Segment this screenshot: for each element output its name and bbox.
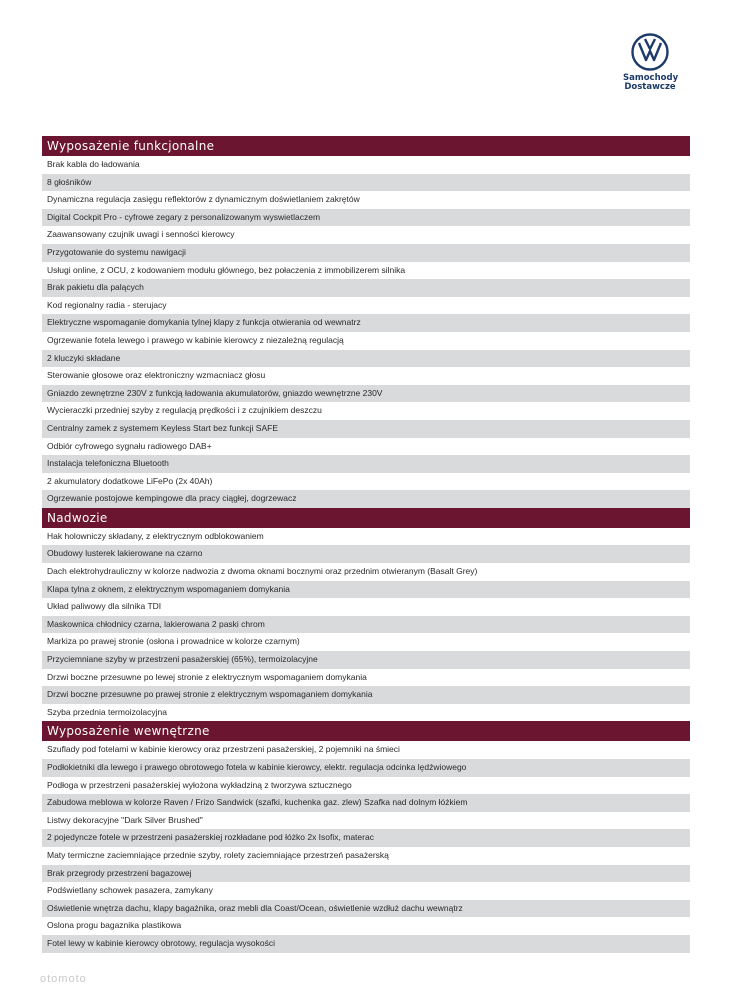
equipment-item: Przyciemniane szyby w przestrzeni pasażerskiej (65%), termoizolacyjne — [42, 651, 690, 669]
equipment-item: Fotel lewy w kabinie kierowcy obrotowy, regulacja wysokości — [42, 935, 690, 953]
equipment-item: Podświetlany schowek pasazera, zamykany — [47, 885, 213, 896]
equipment-item: Maskownica chłodnicy czarna, lakierowana 2 paski chrom — [42, 616, 690, 634]
equipment-item: Brak kabla do ładowania — [47, 159, 140, 169]
equipment-item: Drzwi boczne przesuwne po prawej stronie z elektrycznym wspomaganiem domykania — [42, 686, 690, 704]
equipment-item: Brak pakietu dla palących — [42, 279, 690, 297]
section-header: Wyposażenie wewnętrzne — [42, 721, 690, 741]
equipment-item: Zaawansowany czujnik uwagi i senności kierowcy — [47, 229, 235, 240]
vw-logo — [623, 33, 677, 92]
section-header: Nadwozie — [42, 508, 690, 528]
equipment-item: Obudowy lusterek lakierowane na czarno — [42, 545, 690, 563]
equipment-item: Szuflady pod fotelami w kabinie kierowcy oraz przestrzeni pasażerskiej, 2 pojemniki na śmieci — [47, 744, 400, 755]
equipment-item: Kod regionalny radia - sterujacy — [47, 299, 167, 310]
equipment-item: Dach elektrohydrauliczny w kolorze nadwozia z dwoma oknami bocznymi oraz przednim otwieranym (Basalt Grey) — [47, 566, 478, 577]
equipment-item: Digital Cockpit Pro - cyfrowe zegary z personalizowanym wyswietlaczem — [42, 209, 690, 227]
equipment-item: Szyba przednia termoizolacyjna — [47, 706, 168, 717]
equipment-list — [42, 136, 690, 953]
equipment-item: Oświetlenie wnętrza dachu, klapy bagażnika, oraz mebli dla Coast/Ocean, oświetlenie wzdłuż dachu wewnątrz — [42, 900, 690, 918]
brand-line-1: Samochody — [623, 73, 679, 83]
equipment-item: Ogrzewanie fotela lewego i prawego w kabinie kierowcy z niezależną regulacją — [47, 334, 344, 345]
equipment-item: Ogrzewanie postojowe kempingowe dla pracy ciągłej, dogrzewacz — [42, 490, 690, 508]
equipment-item: 2 pojedyncze fotele w przestrzeni pasażerskiej rozkładane pod łóżko 2x Isofix, materac — [42, 829, 690, 847]
equipment-item: Odbiór cyfrowego sygnału radiowego DAB+ — [47, 440, 212, 451]
equipment-item: Listwy dekoracyjne "Dark Silver Brushed" — [47, 814, 203, 825]
equipment-item: Elektryczne wspomaganie domykania tylnej klapy z funkcja otwierania od wewnatrz — [42, 314, 690, 332]
equipment-item: Gniazdo zewnętrzne 230V z funkcją ładowania akumulatorów, gniazdo wewnętrzne 230V — [42, 385, 690, 403]
equipment-item: Hak holowniczy składany, z elektrycznym odblokowaniem — [47, 530, 264, 541]
equipment-item: Sterowanie głosowe oraz elektroniczny wzmacniacz głosu — [47, 370, 266, 381]
watermark: otomoto — [40, 973, 87, 985]
equipment-item: Dynamiczna regulacja zasięgu reflektorów z dynamicznym doświetlaniem zakrętów — [47, 194, 360, 205]
equipment-item: Usługi online, z OCU, z kodowaniem modułu głównego, bez połaczenia z immobilizerem silnika — [47, 264, 406, 275]
equipment-item: Wycieraczki przedniej szyby z regulacją prędkości i z czujnikiem deszczu — [47, 405, 322, 416]
equipment-item: Podłoga w przestrzeni pasażerskiej wyłożona wykładziną z tworzywa sztucznego — [47, 779, 352, 790]
equipment-item: Podłokietniki dla lewego i prawego obrotowego fotela w kabinie kierowcy, elektr. regulacja odcinka lędźwiowego — [42, 759, 690, 777]
equipment-item: Markiza po prawej stronie (osłona i prowadnice w kolorze czarnym) — [47, 636, 300, 647]
equipment-item: 8 głośników — [42, 174, 690, 192]
equipment-item: Instalacja telefoniczna Bluetooth — [42, 455, 690, 473]
equipment-item: Drzwi boczne przesuwne po lewej stronie z elektrycznym wspomaganiem domykania — [47, 671, 367, 682]
section-header: Wyposażenie funkcjonalne — [42, 136, 690, 156]
equipment-item: Brak przegrody przestrzeni bagazowej — [42, 865, 690, 883]
vw-emblem-icon — [631, 33, 669, 71]
equipment-item: Maty termiczne zaciemniające przednie szyby, rolety zaciemniające przestrzeń pasażerską — [47, 849, 389, 860]
equipment-item: Centralny zamek z systemem Keyless Start bez funkcji SAFE — [42, 420, 690, 438]
equipment-item: Zabudowa meblowa w kolorze Raven / Frizo Sandwick (szafki, kuchenka gaz. zlew) Szafka nad dolnym łóżkiem — [42, 794, 690, 812]
equipment-item: 2 kluczyki składane — [42, 350, 690, 368]
equipment-item: 2 akumulatory dodatkowe LiFePo (2x 40Ah) — [47, 475, 213, 486]
equipment-item: Klapa tylna z oknem, z elektrycznym wspomaganiem domykania — [42, 581, 690, 599]
brand-line-2: Dostawcze — [624, 82, 676, 92]
equipment-item: Przygotowanie do systemu nawigacji — [42, 244, 690, 262]
equipment-item: Oslona progu bagaznika plastikowa — [47, 920, 182, 931]
equipment-item: Układ paliwowy dla silnika TDI — [47, 601, 162, 612]
